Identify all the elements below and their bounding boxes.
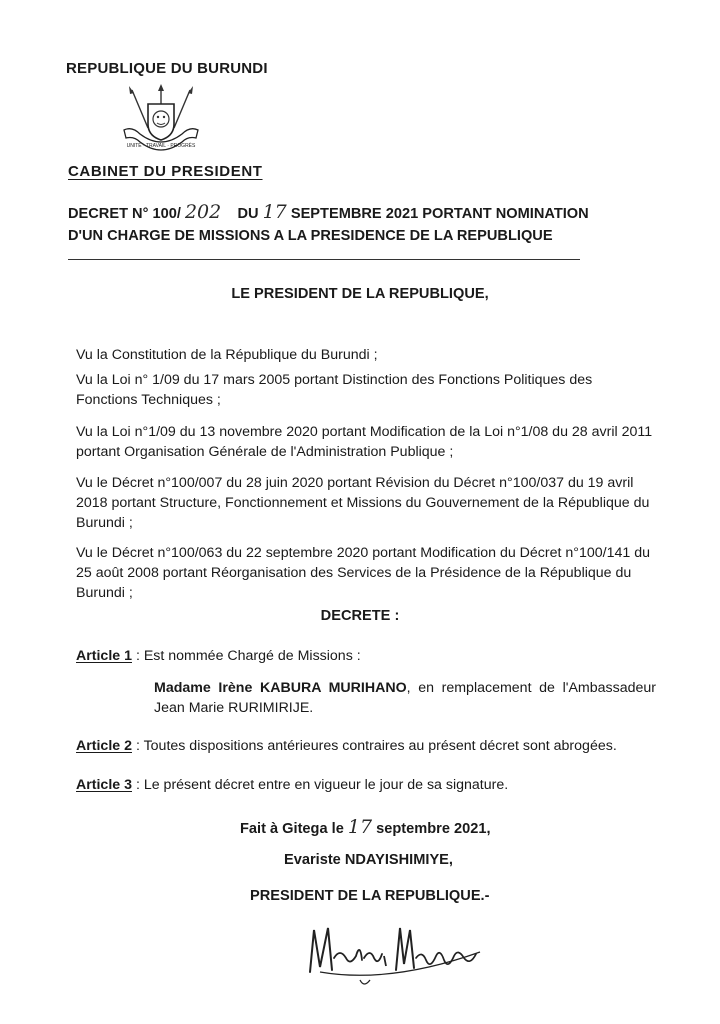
article-3-text: : Le présent décret entre en vigueur le jour de sa signature. [132, 777, 509, 793]
vu-clause-4: Vu le Décret n°100/007 du 28 juin 2020 portant Révision du Décret n°100/037 du 19 avril 2018 portant Structure, Fonctionnement et Missions du Gouvernement de la République du Burundi ; [76, 475, 650, 531]
decree-day-handwritten: 17 [262, 201, 287, 223]
handwritten-signature [300, 912, 500, 992]
article-1-label: Article 1 [76, 648, 132, 664]
decree-number-handwritten: 202 [184, 201, 222, 223]
appointee-title: Madame Irène [154, 680, 253, 696]
vu-clause-1: Vu la Constitution de la République du Burundi ; [76, 347, 378, 363]
signer-name: Evariste NDAYISHIMIYE, [284, 852, 453, 868]
article-2-text: : Toutes dispositions antérieures contraires au présent décret sont abrogées. [132, 738, 617, 754]
place-date [240, 816, 491, 838]
vu-clause-2: Vu la Loi n° 1/09 du 17 mars 2005 portant Distinction des Fonctions Politiques des Fonctions Techniques ; [76, 372, 593, 408]
appointee-name: KABURA MURIHANO [259, 680, 407, 696]
article-3-label: Article 3 [76, 777, 132, 793]
decree-title [68, 201, 638, 247]
seal-motto: UNITÉ · TRAVAIL · PROGRÈS [126, 143, 196, 149]
article-3 [76, 775, 656, 795]
decree-title-rest: SEPTEMBRE 2021 PORTANT NOMINATION [290, 206, 589, 222]
vu-clause-3: Vu la Loi n°1/09 du 13 novembre 2020 portant Modification de la Loi n°1/08 du 28 avril 2011 portant Organisation Générale de l'Administration Publique ; [76, 424, 653, 460]
article-1 [76, 646, 656, 666]
decree-du: DU [237, 206, 259, 222]
appointee-rest: , en remplacement de l'Ambassadeur Jean Marie RURIMIRIJE. [154, 680, 656, 716]
decrete-heading: DECRETE : [320, 608, 400, 624]
place-date-day-handwritten: 17 [347, 816, 373, 838]
appointee-clause [154, 678, 656, 718]
place-date-prefix: Fait à Gitega le [240, 821, 344, 837]
country-name: REPUBLIQUE DU BURUNDI [66, 60, 268, 77]
decree-title-line2: D'UN CHARGE DE MISSIONS A LA PRESIDENCE DE LA REPUBLIQUE [68, 228, 553, 244]
article-1-text: : Est nommée Chargé de Missions : [132, 648, 361, 664]
place-date-suffix: septembre 2021, [376, 821, 491, 837]
decree-number-prefix: DECRET N° 100/ [68, 206, 181, 222]
decree-title-line1 [68, 201, 638, 225]
title-divider [68, 259, 580, 260]
article-2 [76, 736, 656, 756]
office-name: CABINET DU PRESIDENT [68, 163, 263, 180]
signer-title: PRESIDENT DE LA REPUBLIQUE.- [250, 888, 490, 904]
president-heading: LE PRESIDENT DE LA REPUBLIQUE, [231, 286, 489, 302]
article-2-label: Article 2 [76, 738, 132, 754]
coat-of-arms-seal [118, 84, 204, 158]
vu-clause-5: Vu le Décret n°100/063 du 22 septembre 2020 portant Modification du Décret n°100/141 du 25 août 2008 portant Réorganisation des Services de la Présidence de la République du Burundi ; [76, 545, 650, 601]
